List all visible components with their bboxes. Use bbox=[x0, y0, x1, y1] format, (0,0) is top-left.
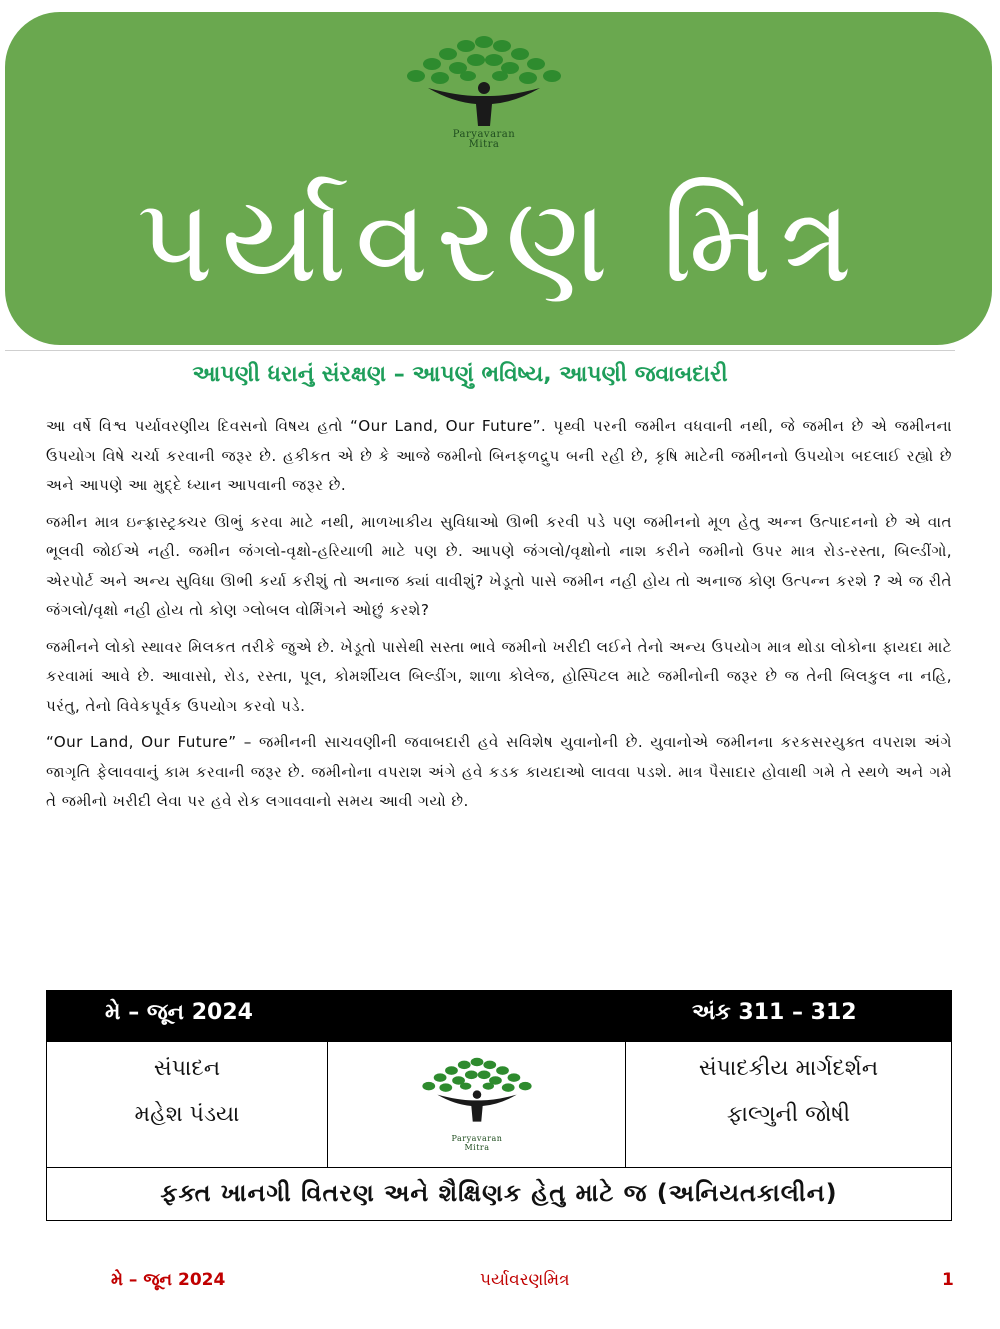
tree-logo-icon bbox=[416, 1044, 538, 1134]
divider bbox=[5, 350, 955, 351]
logo-line1: Paryavaran bbox=[452, 129, 516, 140]
issue-header-row bbox=[47, 991, 951, 1041]
masthead-title: પર્યાવરણ મિત્ર bbox=[136, 171, 861, 309]
paragraph: જમીન માત્ર ઇન્ફ્રાસ્ટ્રક્ચર ઊભું કરવા માટે નથી, માળખાકીય સુવિધાઓ ઊભી કરવી પડે પણ જમીનનો મૂળ હેતુ અન્ન ઉત્પાદનનો છે એ વાત ભૂલવી જોઈએ નહી. જમીન જંગલો-વૃક્ષો-હરિયાળી માટે પણ છે. આપણે જંગલો/વૃક્ષોનો નાશ કરીને જમીનો ઉપર માત્ર રોડ-રસ્તા, બિલ્ડીંગો, એરપોર્ટ અને અન્ય સુવિધા ઊભી કર્યા કરીશું તો અનાજ ક્યાં વાવીશું? ખેડૂતો પાસે જમીન નહી હોય તો અનાજ કોણ ઉત્પન્ન કરશે ? એ જ રીતે જંગલો/વૃક્ષો નહી હોય તો કોણ ગ્લોબલ વોર્મિંગને ઓછું કરશે? bbox=[46, 512, 952, 619]
logo-line2: Mitra bbox=[464, 1143, 490, 1152]
page-number: 1 bbox=[942, 1270, 954, 1290]
logo-line2: Mitra bbox=[468, 139, 500, 150]
paragraph: જમીનને લોકો સ્થાવર મિલકત તરીકે જુએ છે. ખેડૂતો પાસેથી સસ્તા ભાવે જમીનો ખરીદી લઈને તેનો અન્ય ઉપયોગ માત્ર થોડા લોકોના ફાયદા માટે કરવામાં આવે છે. આવાસો, રોડ, રસ્તા, પૂલ, કોમર્શીયલ બિલ્ડીંગ, શાળા કોલેજ, હોસ્પિટલ માટે જમીનોની જરૂર છે જ તેની બિલકુલ ના નહિ, પરંતુ, તેનો વિવેકપૂર્વક ઉપયોગ કરવો પડે. bbox=[46, 637, 952, 715]
guide-cell bbox=[626, 1042, 951, 1167]
footer-title: પર્યાવરણમિત્ર bbox=[480, 1270, 570, 1290]
editor-label: સંપાદન bbox=[153, 1056, 221, 1081]
paryavaran-mitra-logo-small bbox=[416, 1042, 538, 1162]
credits-row bbox=[47, 1041, 951, 1167]
editor-name: મહેશ પંડયા bbox=[134, 1102, 240, 1127]
article-body bbox=[46, 412, 952, 824]
issue-number: અંક 311 – 312 bbox=[692, 1000, 857, 1025]
paragraph: આ વર્ષે વિશ્વ પર્યાવરણીય દિવસનો વિષય હતો “Our Land, Our Future”. પૃથ્વી પરની જમીન વધવાની નથી, જે જમીન છે એ જમીનના ઉપયોગ વિષે ચર્ચા કરવાની જરૂર છે. હકીકત એ છે કે આજે જમીનો બિનફળદ્રુપ બની રહી છે, કૃષિ માટેની જમીનનો ઉપયોગ બદલાઈ રહ્યો છે અને આપણે આ મુદ્દે ધ્યાન આપવાની જરૂર છે. bbox=[46, 417, 952, 494]
tree-logo-icon bbox=[398, 30, 570, 130]
editor-cell bbox=[47, 1042, 328, 1167]
distribution-note: ફક્ત ખાનગી વિતરણ અને શૈક્ષિણક હેતુ માટે જ (અનિયતકાલીન) bbox=[47, 1167, 951, 1220]
paryavaran-mitra-logo bbox=[398, 30, 570, 154]
subtitle: આપણી ધરાનું સંરક્ષણ – આપણું ભવિષ્ય, આપણી જવાબદારી bbox=[192, 362, 728, 387]
logo-line1: Paryavaran bbox=[451, 1134, 503, 1143]
issue-date: મે – જૂન 2024 bbox=[105, 1000, 253, 1025]
guide-label: સંપાદકીય માર્ગદર્શન bbox=[698, 1056, 879, 1081]
issue-info-table bbox=[46, 990, 952, 1221]
paragraph: “Our Land, Our Future” – જમીનની સાચવણીની જવાબદારી હવે સવિશેષ યુવાનોની છે. યુવાનોએ જમીનના કરકસરયુક્ત વપરાશ અંગે જાગૃતિ ફેલાવવાનું કામ કરવાની જરૂર છે. જમીનોના વપરાશ અંગે હવે કડક કાયદાઓ લાવવા પડશે. માત્ર પૈસાદાર હોવાથી ગમે તે સ્થળે અને ગમે તે જમીનો ખરીદી લેવા પર હવે રોક લગાવવાનો સમય આવી ગયો છે. bbox=[46, 733, 952, 810]
logo-cell bbox=[328, 1042, 626, 1167]
footer-date: મે – જૂન 2024 bbox=[111, 1270, 226, 1290]
guide-name: ફાલ્ગુની જોષી bbox=[726, 1102, 851, 1127]
